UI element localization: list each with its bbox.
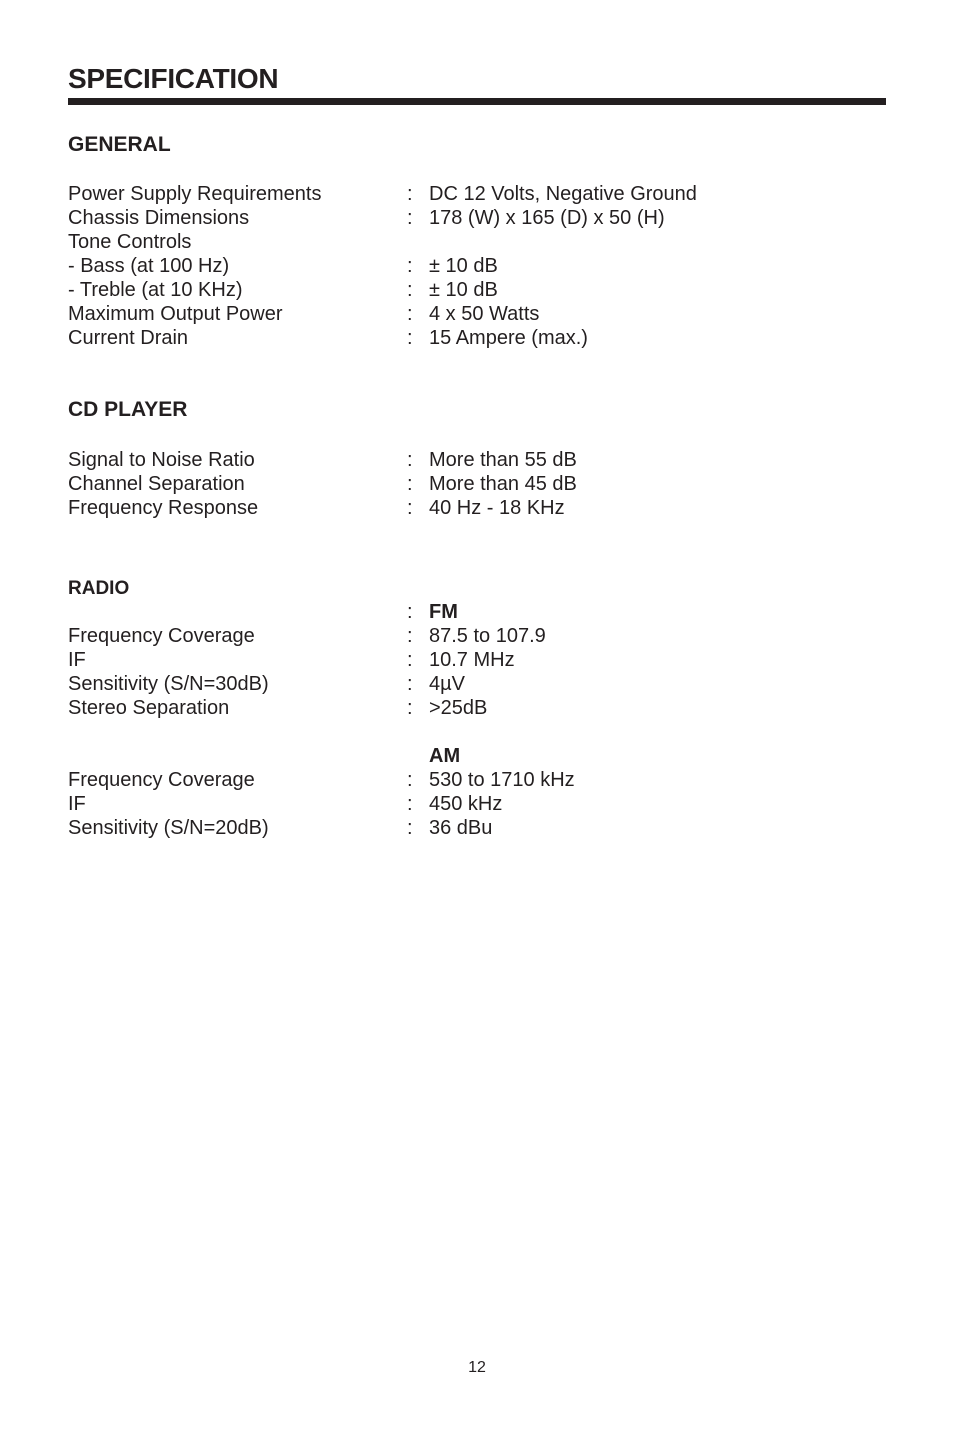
- spec-colon: :: [407, 601, 413, 623]
- general-spec-rows: [68, 182, 886, 350]
- section-cd-player: [68, 397, 886, 519]
- section-heading-radio: RADIO: [68, 578, 130, 599]
- spec-label: Power Supply Requirements: [68, 183, 322, 205]
- section-heading-general: GENERAL: [68, 133, 171, 156]
- cd-player-spec-rows: [68, 448, 886, 520]
- spec-value: DC 12 Volts, Negative Ground: [429, 183, 697, 205]
- spec-row: [68, 792, 886, 816]
- spec-row: [68, 230, 886, 254]
- fm-subheading-row: [68, 600, 886, 624]
- spec-colon: :: [407, 793, 413, 815]
- page-title: SPECIFICATION: [68, 63, 279, 94]
- section-general: [68, 132, 886, 349]
- spec-row: [68, 624, 886, 648]
- spec-colon: :: [407, 183, 413, 205]
- spec-colon: :: [407, 207, 413, 229]
- spec-colon: :: [407, 279, 413, 301]
- spec-colon: :: [407, 673, 413, 695]
- spec-label: Tone Controls: [68, 231, 192, 253]
- spec-row: [68, 496, 886, 520]
- spec-colon: :: [407, 817, 413, 839]
- spec-row: [68, 472, 886, 496]
- spec-colon: :: [407, 769, 413, 791]
- spec-colon: :: [407, 449, 413, 471]
- spec-value: More than 55 dB: [429, 449, 577, 471]
- am-subheading-row: [68, 744, 886, 768]
- spec-label: Frequency Response: [68, 497, 259, 519]
- spec-value: 4µV: [429, 673, 465, 695]
- spec-colon: :: [407, 473, 413, 495]
- spec-value: 10.7 MHz: [429, 649, 515, 671]
- fm-subheading: FM: [429, 601, 458, 623]
- spec-colon: :: [407, 697, 413, 719]
- spec-colon: :: [407, 303, 413, 325]
- spec-value: 36 dBu: [429, 817, 493, 839]
- spec-value: 4 x 50 Watts: [429, 303, 540, 325]
- spec-colon: :: [407, 649, 413, 671]
- spec-value: 87.5 to 107.9: [429, 625, 546, 647]
- spec-row: [68, 278, 886, 302]
- spec-row: [68, 696, 886, 720]
- spec-row: [68, 326, 886, 350]
- spec-colon: :: [407, 255, 413, 277]
- spec-value: >25dB: [429, 697, 488, 719]
- spec-label: - Bass (at 100 Hz): [68, 255, 230, 277]
- spec-label: Maximum Output Power: [68, 303, 283, 325]
- spec-value: ± 10 dB: [429, 279, 498, 301]
- page-number: 12: [468, 1359, 486, 1376]
- spec-value: 450 kHz: [429, 793, 503, 815]
- section-radio: [68, 576, 886, 839]
- spec-colon: :: [407, 327, 413, 349]
- spec-value: 40 Hz - 18 KHz: [429, 497, 565, 519]
- section-heading-cd-player: CD PLAYER: [68, 398, 188, 421]
- spec-row: [68, 182, 886, 206]
- spec-label: Signal to Noise Ratio: [68, 449, 255, 471]
- spec-row: [68, 302, 886, 326]
- spec-row: [68, 816, 886, 840]
- spec-row: [68, 672, 886, 696]
- spec-label: Channel Separation: [68, 473, 245, 495]
- spec-label: Frequency Coverage: [68, 769, 255, 791]
- spec-row: [68, 254, 886, 278]
- spec-row: [68, 206, 886, 230]
- spec-value: 15 Ampere (max.): [429, 327, 588, 349]
- spec-label: Sensitivity (S/N=30dB): [68, 673, 269, 695]
- am-subheading: AM: [429, 745, 461, 767]
- title-rule: [68, 98, 886, 105]
- spec-value: 178 (W) x 165 (D) x 50 (H): [429, 207, 665, 229]
- spec-value: 530 to 1710 kHz: [429, 769, 575, 791]
- spec-colon: :: [407, 497, 413, 519]
- spec-label: Stereo Separation: [68, 697, 230, 719]
- spec-row: [68, 448, 886, 472]
- spec-label: - Treble (at 10 KHz): [68, 279, 243, 301]
- spec-label: Chassis Dimensions: [68, 207, 250, 229]
- spec-label: IF: [68, 649, 86, 671]
- radio-fm-spec-rows: [68, 600, 886, 840]
- spec-value: More than 45 dB: [429, 473, 577, 495]
- spec-label: Current Drain: [68, 327, 189, 349]
- spacer: [68, 720, 886, 744]
- spec-label: Frequency Coverage: [68, 625, 255, 647]
- spec-value: ± 10 dB: [429, 255, 498, 277]
- spec-row: [68, 768, 886, 792]
- spec-colon: :: [407, 625, 413, 647]
- spec-row: [68, 648, 886, 672]
- spec-label: Sensitivity (S/N=20dB): [68, 817, 269, 839]
- spec-label: IF: [68, 793, 86, 815]
